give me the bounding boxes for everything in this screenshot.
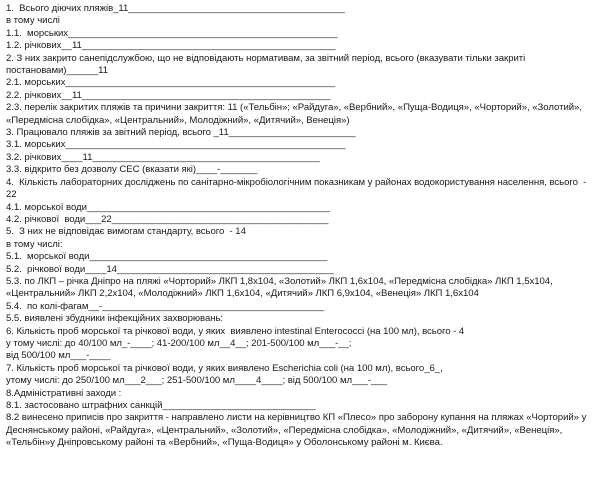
item-7-ecoli: 7. Кількість проб морської та річкової води, у яких виявлено Escherichia coli (на 100 мл), всього_6_, bbox=[6, 362, 443, 374]
including-label-2: в тому числі: bbox=[6, 238, 63, 250]
item-2-1-sea: 2.1. морських___________________________________________________ bbox=[6, 77, 335, 89]
item-8-2-closure-orders: 8.2 винесено приписів про закриття - направлено листи на керівництво КП «Плесо» про заборону купання на пляжах «Чорторий» у Деснянському районі, «Райдуга», «Центральний», «Золотий», «Передмісна слобідка», «Молодіжний», «Дитячий», «Венеція», «Тельбін»у Дніпровському районі та «Вербний», «Пуща-Водиця» у Оболонському районі м. Києва. bbox=[6, 412, 589, 449]
including-label: в тому числі bbox=[6, 15, 60, 27]
item-4-1-sea-water: 4.1. морської води______________________________________________ bbox=[6, 201, 331, 213]
item-8-admin-measures: 8.Адміністративні заходи : bbox=[6, 387, 122, 399]
item-6-over-500: від 500/100 мл___-____ bbox=[6, 350, 111, 362]
item-3-3-no-permit: 3.3. відкрито без дозволу СЕС (вказати які)____-_______ bbox=[6, 164, 258, 176]
item-3-2-river: 3.2. річкових____11___________________________________________ bbox=[6, 151, 320, 163]
item-3-operating: 3. Працювало пляжів за звітний період, всього _11________________________ bbox=[6, 127, 356, 139]
item-1-1-sea: 1.1. морських___________________________________________________ bbox=[6, 27, 338, 39]
item-4-2-river-water: 4.2. річкової води___22_________________________________________ bbox=[6, 213, 329, 225]
item-7-breakdown: утому числі: до 250/100 мл___2___; 251-500/100 мл____4____; від 500/100 мл___-___ bbox=[6, 375, 387, 387]
item-3-1-sea: 3.1. морських_____________________________________________________ bbox=[6, 139, 346, 151]
item-5-1-sea-water: 5.1. морської води_____________________________________________ bbox=[6, 251, 328, 263]
item-2-2-river: 2.2. річкових__11_______________________________________________ bbox=[6, 89, 331, 101]
item-5-2-river-water: 5.2. річкової води____14_________________________________________ bbox=[6, 263, 334, 275]
item-2-closed: 2. З них закрито санепідслужбою, що не відповідають нормативам, за звітний період, всього (вказувати тільки закриті постановами)______11 bbox=[6, 52, 528, 77]
item-6-enterococci: 6. Кількість проб морської та річкової води, у яких виявлено intestinal Enterococci (на 100 мл), всього - 4 bbox=[6, 325, 465, 337]
item-2-3-closed-list: 2.3. перелік закритих пляжів та причини закриття: 11 («Тельбін»; «Райдуга», «Вербний», «Пуща-Водиця», «Чорторий», «Золотий», «Передмісна слобідка», «Центральний», Молодіжний», «Дитячий», Венеція») bbox=[6, 102, 585, 126]
item-1-total-beaches: 1. Всього діючих пляжів_11_________________________________________ bbox=[6, 3, 345, 14]
item-5-3-lkp: 5.3. по ЛКП – річка Дніпро на пляжі «Чорторий» ЛКП 1,8х104, «Золотий» ЛКП 1,6х104, «Передмісна слобідка» ЛКП 1,5х104, «Центральний» ЛКП 2,2х104, «Молодіжний» ЛКП 1,6х104, «Дитячий» ЛКП 6,9х104, «Венеція» ЛКП 1,6х104 bbox=[6, 275, 556, 300]
item-6-breakdown: у тому числі: до 40/100 мл_-____; 41-200/100 мл__4__; 201-500/100 мл___-__; bbox=[6, 337, 352, 349]
item-5-5-pathogens: 5.5. виявлені збудники інфекційних захворювань: bbox=[6, 313, 224, 325]
item-5-4-coliphage: 5.4. по колі-фагам__-__________________________________________ bbox=[6, 300, 325, 312]
item-4-lab-tests: 4. Кількість лабораторних досліджень по санітарно-мікробіологічним показникам у районах водокористування населення, всього - 22 bbox=[6, 176, 589, 201]
item-5-non-compliant: 5. З них не відповідає вимогам стандарту, всього - 14 bbox=[6, 226, 246, 238]
item-1-2-river: 1.2. річкових__11________________________________________________ bbox=[6, 40, 336, 52]
item-8-1-fines: 8.1. застосовано штрафних санкцій_____________________________ bbox=[6, 400, 316, 411]
